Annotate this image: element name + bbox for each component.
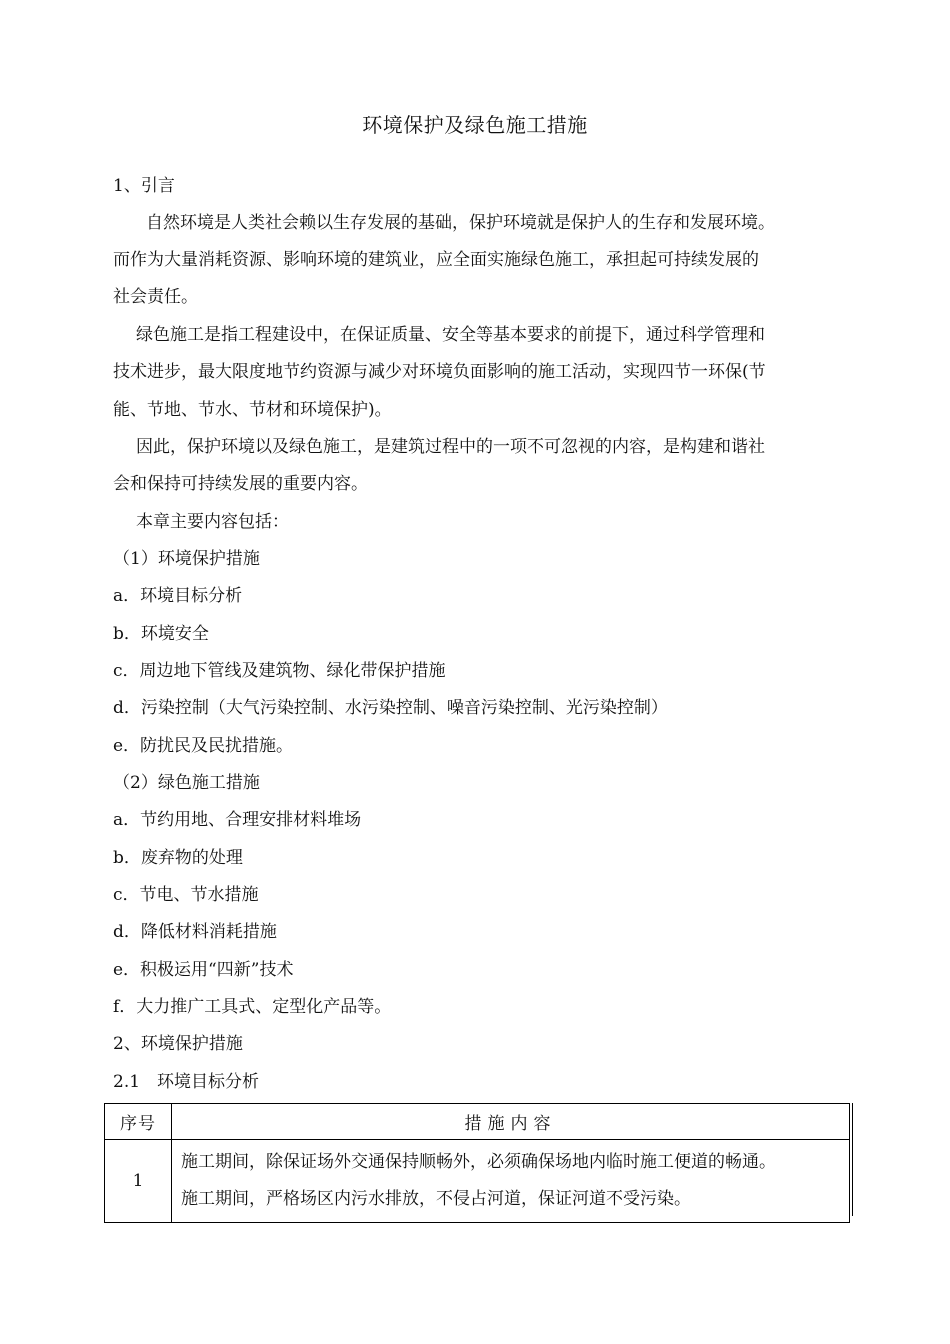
list-item: a．环境目标分析 (113, 586, 243, 606)
paragraph-line: 因此，保护环境以及绿色施工，是建筑过程中的一项不可忽视的内容，是构建和谐社 (136, 437, 765, 457)
row-content-line: 施工期间，严格场区内污水排放，不侵占河道，保证河道不受污染。 (181, 1189, 691, 1209)
list-item: c．周边地下管线及建筑物、绿化带保护措施 (113, 661, 446, 681)
paragraph-line: 社会责任。 (113, 287, 198, 307)
paragraph-line: 会和保持可持续发展的重要内容。 (113, 474, 368, 494)
paragraph-line: 能、节地、节水、节材和环境保护)。 (113, 400, 392, 420)
list-item: d．污染控制（大气污染控制、水污染控制、噪音污染控制、光污染控制） (113, 698, 668, 718)
list-item: b．环境安全 (113, 624, 209, 644)
row-number: 1 (105, 1140, 172, 1223)
table-header-row (105, 1104, 850, 1140)
paragraph-line: 自然环境是人类社会赖以生存发展的基础，保护环境就是保护人的生存和发展环境。 (146, 213, 775, 233)
document-title: 环境保护及绿色施工措施 (362, 113, 588, 137)
list-item: f．大力推广工具式、定型化产品等。 (113, 997, 392, 1017)
table-row (105, 1140, 850, 1223)
list-item: b．废弃物的处理 (113, 848, 243, 868)
paragraph-line: 而作为大量消耗资源、影响环境的建筑业，应全面实施绿色施工，承担起可持续发展的 (113, 250, 759, 270)
group-label: （2）绿色施工措施 (113, 773, 260, 793)
contents-intro: 本章主要内容包括： (136, 512, 289, 532)
section-heading-intro: 1、引言 (113, 176, 175, 196)
header-number: 序号 (105, 1104, 172, 1140)
row-content (172, 1140, 850, 1223)
measures-table (104, 1103, 850, 1223)
paragraph-line: 绿色施工是指工程建设中，在保证质量、安全等基本要求的前提下，通过科学管理和 (136, 325, 765, 345)
header-measures: 措施内容 (172, 1104, 850, 1140)
row-content-line: 施工期间，除保证场外交通保持顺畅外，必须确保场地内临时施工便道的畅通。 (181, 1152, 776, 1172)
list-item: d．降低材料消耗措施 (113, 922, 277, 942)
list-item: c．节电、节水措施 (113, 885, 259, 905)
table-border-line (852, 1103, 853, 1216)
subsection-heading: 2.1 环境目标分析 (113, 1072, 260, 1092)
group-label: （1）环境保护措施 (113, 549, 260, 569)
list-item: e．积极运用“四新”技术 (113, 960, 294, 980)
section-heading-environment: 2、环境保护措施 (113, 1034, 243, 1054)
list-item: e．防扰民及民扰措施。 (113, 736, 294, 756)
paragraph-line: 技术进步，最大限度地节约资源与减少对环境负面影响的施工活动，实现四节一环保(节 (113, 362, 766, 382)
list-item: a．节约用地、合理安排材料堆场 (113, 810, 362, 830)
